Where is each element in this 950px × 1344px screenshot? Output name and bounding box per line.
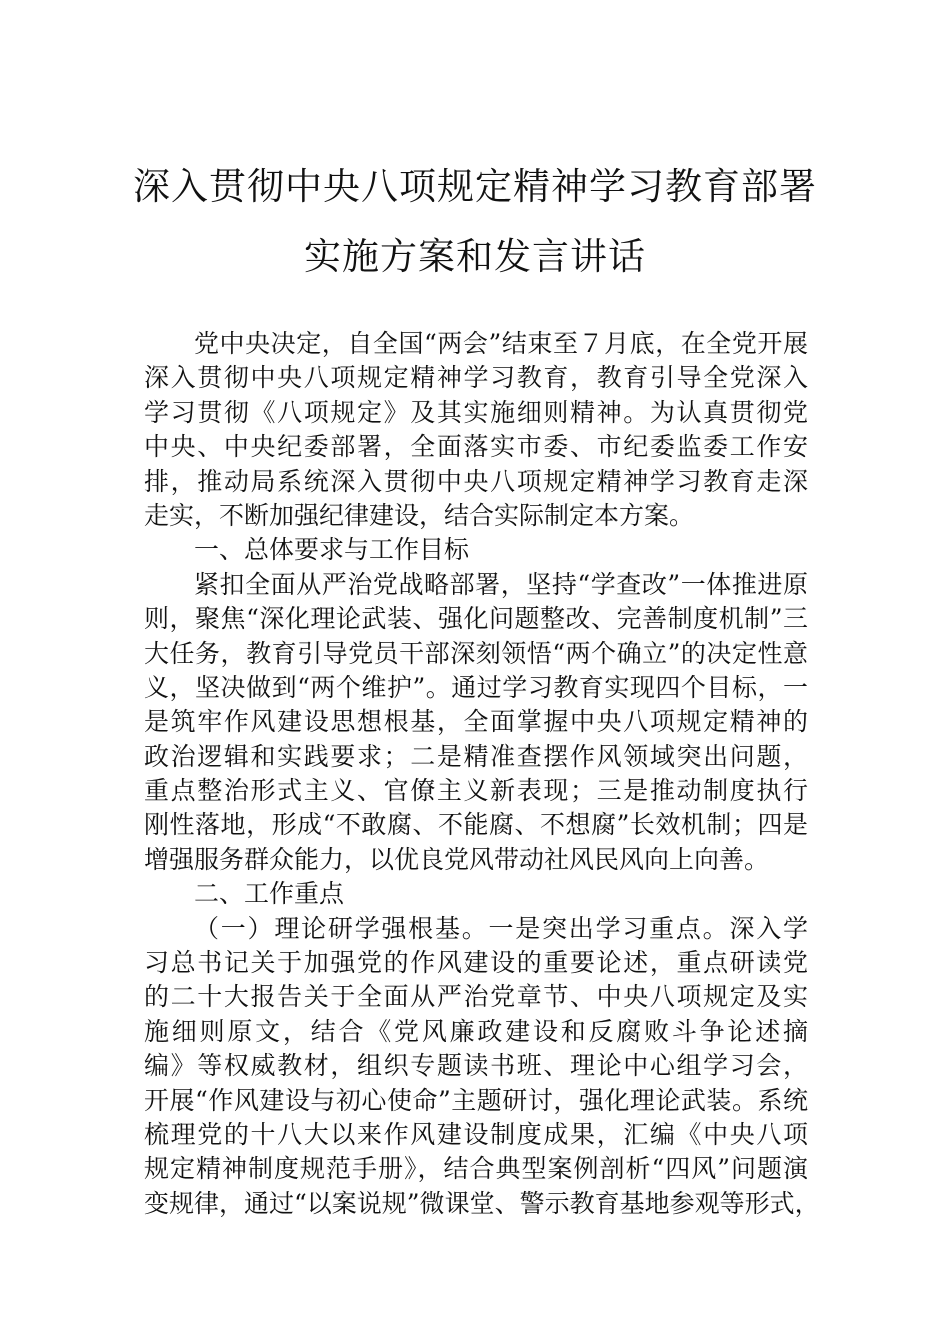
paragraph-line: 党中央决定，自全国“两会”结束至７月底，在全党开展 [194,329,808,358]
section-heading: 二、工作重点 [194,879,345,909]
paragraph-line: 规定精神制度规范手册》，结合典型案例剖析“四风”问题演 [144,1154,808,1184]
paragraph-line: 增强服务群众能力，以优良党风带动社风民风向上向善。 [144,844,770,874]
paragraph-line: 刚性落地，形成“不敢腐、不能腐、不想腐”长效机制；四是 [144,810,808,840]
paragraph-line: 则，聚焦“深化理论武装、强化问题整改、完善制度机制”三 [144,604,808,634]
paragraph-line: 深入贯彻中央八项规定精神学习教育，教育引导全党深入 [144,363,808,393]
paragraph-line: 编》等权威教材，组织专题读书班、理论中心组学习会， [144,1051,808,1081]
paragraph-line: 是筑牢作风建设思想根基，全面掌握中央八项规定精神的 [144,707,808,737]
paragraph-line: 施细则原文，结合《党风廉政建设和反腐败斗争论述摘 [144,1016,808,1046]
section-heading: 一、总体要求与工作目标 [194,535,470,565]
paragraph-line: 学习贯彻《八项规定》及其实施细则精神。为认真贯彻党 [144,397,808,427]
paragraph-line: 紧扣全面从严治党战略部署，坚持“学查改”一体推进原 [194,569,808,599]
paragraph-line: 变规律，通过“以案说规”微课堂、警示教育基地参观等形式， [144,1188,820,1218]
paragraph-line: 的二十大报告关于全面从严治党章节、中央八项规定及实 [144,982,808,1012]
paragraph-line: 排，推动局系统深入贯彻中央八项规定精神学习教育走深 [144,466,808,496]
paragraph-line: 政治逻辑和实践要求；二是精准查摆作风领域突出问题， [144,741,808,771]
paragraph-line: （一）理论研学强根基。一是突出学习重点。深入学 [194,913,808,943]
document-title-line-1: 深入贯彻中央八项规定精神学习教育部署 [133,165,817,208]
paragraph-line: 梳理党的十八大以来作风建设制度成果，汇编《中央八项 [144,1119,808,1149]
document-title-line-2: 实施方案和发言讲话 [304,235,646,278]
paragraph-line: 习总书记关于加强党的作风建设的重要论述，重点研读党 [144,948,808,978]
document-body [144,327,820,1221]
paragraph-line: 开展“作风建设与初心使命”主题研讨，强化理论武装。系统 [144,1085,808,1115]
paragraph-line: 重点整治形式主义、官僚主义新表现；三是推动制度执行 [144,776,808,806]
paragraph-line: 中央、中央纪委部署，全面落实市委、市纪委监委工作安 [144,432,808,462]
paragraph-line: 大任务，教育引导党员干部深刻领悟“两个确立”的决定性意 [144,638,808,668]
paragraph-line: 义，坚决做到“两个维护”。通过学习教育实现四个目标，一 [144,672,808,702]
paragraph-line: 走实，不断加强纪律建设，结合实际制定本方案。 [144,500,695,530]
